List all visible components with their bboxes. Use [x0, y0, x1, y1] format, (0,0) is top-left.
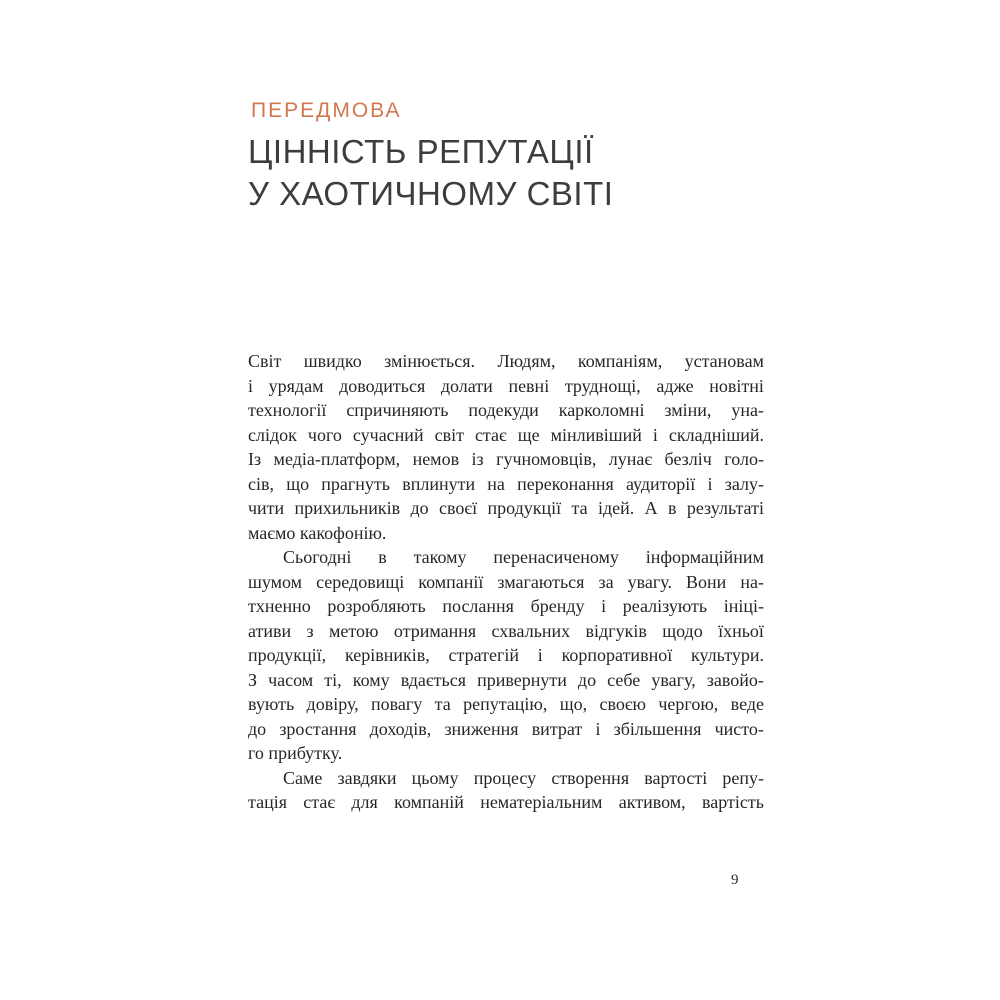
word: ті,: [324, 669, 342, 690]
word: уна-: [731, 400, 764, 420]
word: нематеріальним: [480, 792, 603, 812]
text-line: [248, 423, 764, 448]
word: ініці-: [723, 596, 764, 616]
word: розробляють: [327, 596, 426, 616]
word: на: [487, 473, 505, 494]
word: інформаційним: [645, 547, 764, 567]
word: Сьогодні: [283, 547, 352, 567]
chapter-title-line-1: ЦІННІСТЬ РЕПУТАЦІЇ: [248, 133, 594, 170]
word: що,: [559, 694, 588, 714]
word: відгуків: [585, 620, 647, 641]
word: тхненно: [248, 596, 311, 616]
text-line: [248, 545, 764, 570]
word: такому: [413, 547, 467, 567]
word: корпоративної: [561, 645, 673, 665]
word: отримання: [393, 620, 477, 641]
word: що: [286, 473, 310, 494]
word: компаній: [394, 792, 464, 812]
word: веде: [730, 694, 764, 714]
word: продукції,: [248, 645, 327, 665]
word: світ: [434, 424, 464, 445]
text-line: маємо какофонію.: [248, 522, 387, 543]
text-line: [248, 496, 764, 521]
word: чити: [248, 498, 285, 518]
body-text: [248, 349, 764, 815]
word: вплинути: [402, 473, 476, 494]
word: чисто-: [714, 718, 764, 739]
word: кому: [352, 669, 390, 690]
word: зміни,: [664, 400, 712, 420]
word: лунає: [608, 449, 653, 469]
word: ідей.: [597, 498, 635, 518]
text-line: [248, 717, 764, 742]
paragraph: [248, 766, 764, 815]
word: складніший.: [668, 424, 764, 445]
word: швидко: [303, 351, 362, 371]
word: ще: [517, 424, 540, 445]
word: для: [351, 792, 378, 812]
word: повагу: [371, 694, 423, 714]
paragraph: [248, 545, 764, 766]
word: результаті: [686, 498, 764, 518]
word: із: [471, 449, 484, 469]
text-line: [248, 570, 764, 595]
word: завойо-: [706, 669, 764, 690]
word: долати: [440, 375, 493, 396]
word: до: [248, 718, 267, 739]
word: активом,: [618, 792, 686, 812]
word: увагу,: [651, 669, 696, 690]
word: схвальних: [491, 620, 571, 641]
word: цьому: [411, 767, 459, 788]
word: слідок: [248, 424, 297, 445]
paragraph: [248, 349, 764, 545]
word: шумом: [248, 571, 303, 592]
word: бренду: [530, 596, 585, 616]
text-line: [248, 790, 764, 815]
word: керівників,: [344, 645, 430, 665]
text-line: [248, 668, 764, 693]
word: Із: [248, 449, 262, 469]
word: вдається: [400, 669, 466, 690]
word: послання: [442, 596, 514, 616]
word: установам: [684, 351, 764, 371]
word: збільшення: [613, 718, 702, 739]
word: і: [537, 645, 543, 665]
word: вують: [248, 694, 295, 714]
word: увагу.: [627, 571, 672, 592]
word: і: [601, 596, 607, 616]
word: щодо: [662, 620, 703, 641]
chapter-title: [248, 131, 613, 215]
word: створення: [551, 767, 630, 788]
word: залу-: [724, 473, 764, 494]
word: і: [707, 473, 713, 494]
word: Людям,: [497, 351, 556, 371]
word: стає: [474, 424, 507, 445]
text-line: [248, 398, 764, 423]
text-line: [248, 692, 764, 717]
text-line: го прибутку.: [248, 743, 343, 763]
word: змагаються: [497, 571, 585, 592]
word: і: [652, 424, 658, 445]
word: Світ: [248, 351, 282, 371]
word: труднощі,: [564, 375, 641, 396]
word: безліч: [664, 449, 712, 469]
word: карколомні: [558, 400, 645, 420]
word: Саме: [283, 767, 323, 788]
word: сучасний: [352, 424, 424, 445]
word: та: [571, 498, 588, 518]
word: в: [378, 547, 387, 567]
text-line: [248, 349, 764, 374]
word: привернути: [477, 669, 567, 690]
word: з: [306, 620, 314, 641]
word: доходів,: [369, 718, 432, 739]
word: сів,: [248, 473, 274, 494]
word: компаніям,: [577, 351, 663, 371]
word: своєї: [439, 498, 478, 518]
word: реалізують: [622, 596, 708, 616]
word: довіру,: [306, 694, 359, 714]
chapter-title-line-2: У ХАОТИЧНОМУ СВІТІ: [248, 175, 614, 212]
word: до: [410, 498, 429, 518]
word: медіа-платформ,: [273, 449, 401, 469]
word: їхньої: [718, 620, 764, 641]
word: немов: [412, 449, 460, 469]
word: урядам: [268, 375, 324, 396]
word: і: [248, 375, 254, 396]
word: певні: [508, 375, 550, 396]
word: репутацію,: [463, 694, 548, 714]
word: себе: [607, 669, 641, 690]
word: адже: [656, 375, 694, 396]
word: зниження: [444, 718, 519, 739]
word: Вони: [686, 571, 727, 592]
word: голо-: [724, 449, 764, 469]
word: аудиторії: [625, 473, 696, 494]
text-line: [248, 594, 764, 619]
word: за: [598, 571, 614, 592]
word: компанії: [418, 571, 484, 592]
word: спричиняють: [346, 400, 449, 420]
word: своєю: [599, 694, 647, 714]
word: технології: [248, 400, 327, 420]
word: гучномовців,: [496, 449, 597, 469]
word: завдяки: [337, 767, 397, 788]
text-line: [248, 447, 764, 472]
chapter-kicker: ПЕРЕДМОВА: [251, 99, 402, 122]
word: часом: [268, 669, 314, 690]
text-line: [248, 472, 764, 497]
text-line: [248, 643, 764, 668]
word: тація: [248, 792, 287, 812]
word: прихильників: [294, 498, 401, 518]
word: переконання: [517, 473, 614, 494]
word: метою: [329, 620, 379, 641]
word: доводиться: [339, 375, 426, 396]
word: зростання: [279, 718, 357, 739]
word: вартість: [701, 792, 764, 812]
word: змінюється.: [384, 351, 476, 371]
word: стратегій: [448, 645, 519, 665]
word: в: [667, 498, 677, 518]
word: стає: [303, 792, 336, 812]
word: подекуди: [468, 400, 539, 420]
word: процесу: [473, 767, 537, 788]
word: ативи: [248, 620, 292, 641]
page-number: 9: [731, 872, 739, 888]
word: культури.: [690, 645, 764, 665]
word: репу-: [722, 767, 764, 788]
word: середовищі: [316, 571, 405, 592]
word: чого: [307, 424, 342, 445]
word: новітні: [709, 375, 764, 396]
word: продукції: [487, 498, 562, 518]
text-line: [248, 619, 764, 644]
word: витрат: [531, 718, 583, 739]
word: вартості: [644, 767, 708, 788]
word: прагнуть: [321, 473, 390, 494]
word: перенасиченому: [493, 547, 619, 567]
text-line: [248, 374, 764, 399]
text-line: [248, 766, 764, 791]
word: до: [577, 669, 597, 690]
word: А: [644, 498, 658, 518]
word: мінливіший: [550, 424, 642, 445]
word: З: [248, 669, 258, 690]
word: і: [595, 718, 601, 739]
word: на-: [740, 571, 764, 592]
word: чергою,: [658, 694, 719, 714]
word: та: [434, 694, 451, 714]
